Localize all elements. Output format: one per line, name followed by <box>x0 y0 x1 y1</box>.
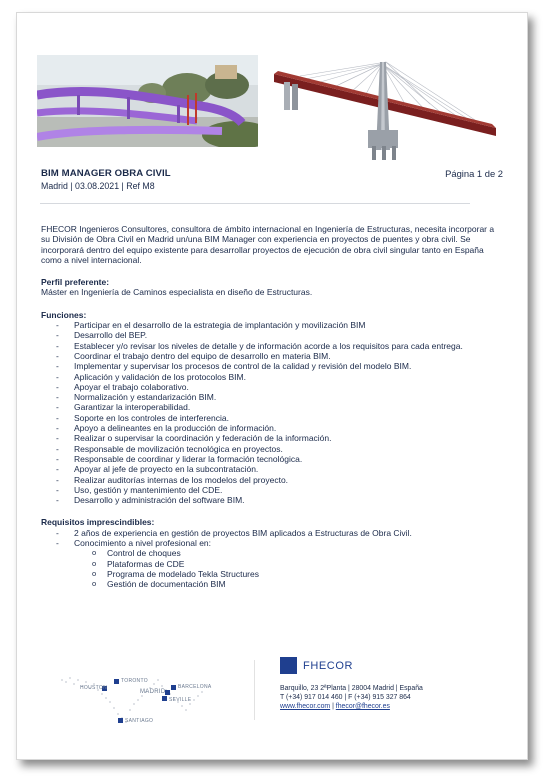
requirements-knowledge: Conocimiento a nivel profesional en: <box>74 538 212 549</box>
address-line: Barquillo, 23 2ªPlanta | 28004 Madrid | España <box>280 685 423 692</box>
cable-stayed-bridge-image <box>270 60 502 165</box>
functions-list <box>41 320 496 505</box>
list-item: - Garantizar la interoperabilidad. <box>41 402 496 412</box>
sublist-item: o Programa de modelado Tekla Structures <box>74 569 496 579</box>
list-item: - Responsable de coordinar y liderar la formación tecnológica. <box>41 454 496 464</box>
contact-line <box>280 702 510 711</box>
list-item: - Participar en el desarrollo de la estrategia de implantación y movilización BIM <box>41 320 496 330</box>
list-item: - Apoyo a delineantes en la producción de información. <box>41 423 496 433</box>
intro-paragraph: FHECOR Ingenieros Consultores, consultora de ámbito internacional en Ingeniería de Estructuras, necesita incorporar a su División de Obra Civil en Madrid un/una BIM Manager con experiencia en proyectos de puentes y obra civil. Se incorporará dentro del equipo existente para desarrollar proyectos de ejecución de obra civil singular tanto en España como a nivel internacional. <box>41 224 495 265</box>
footer-divider <box>254 660 255 720</box>
list-item: - Apoyar al jefe de proyecto en la subcontratación. <box>41 464 496 474</box>
logo-text: FHECOR <box>303 659 354 672</box>
sublist-item: o Control de choques <box>74 548 496 558</box>
list-item: - Coordinar el trabajo dentro del equipo de desarrollo en materia BIM. <box>41 351 496 361</box>
document-header <box>41 168 503 191</box>
list-item: - Uso, gestión y mantenimiento del CDE. <box>41 485 496 495</box>
contact-separator: | <box>330 703 336 711</box>
list-item: - Responsable de movilización tecnológica en proyectos. <box>41 444 496 454</box>
list-item: - 2 años de experiencia en gestión de proyectos BIM aplicados a Estructuras de Obra Civil. <box>41 528 496 538</box>
list-item: - Apoyar el trabajo colaborativo. <box>41 382 496 392</box>
website-link[interactable]: www.fhecor.com <box>280 703 331 711</box>
list-item: - Desarrollo del BEP. <box>41 330 496 340</box>
company-address-block <box>280 684 510 712</box>
list-item: - Establecer y/o revisar los niveles de detalle y de información acorde a los requisitos para cada entrega. <box>41 341 496 351</box>
knowledge-sublist <box>74 548 496 589</box>
list-item: - Aplicación y validación de los protocolos BIM. <box>41 372 496 382</box>
barcelona-marker-icon <box>171 685 176 690</box>
offices-map <box>52 660 222 732</box>
santiago-marker-icon <box>118 718 123 723</box>
company-footer <box>280 657 510 712</box>
sublist-item: o Gestión de documentación BIM <box>74 579 496 589</box>
profile-heading: Perfil preferente: <box>41 277 110 288</box>
header-divider <box>40 203 470 204</box>
city-houston: HOUSTON <box>80 685 108 691</box>
functions-heading: Funciones: <box>41 309 87 320</box>
toronto-marker-icon <box>114 679 119 684</box>
list-item <box>41 538 496 589</box>
city-santiago: SANTIAGO <box>125 718 154 724</box>
city-barcelona: BARCELONA <box>178 684 212 690</box>
document-body <box>41 224 496 590</box>
page-number: Página 1 de 2 <box>445 168 503 179</box>
list-item: - Realizar o supervisar la coordinación y federación de la información. <box>41 433 496 443</box>
madrid-marker-icon <box>165 690 170 695</box>
sublist-item: o Plataformas de CDE <box>74 559 496 569</box>
job-meta: Madrid | 03.08.2021 | Ref M8 <box>41 181 155 191</box>
phone-line: T (+34) 917 014 460 | F (+34) 915 327 864 <box>280 694 411 702</box>
logo-square-icon <box>280 657 297 674</box>
bim-viaduct-image <box>37 55 258 147</box>
list-item: - Normalización y estandarización BIM. <box>41 392 496 402</box>
job-title: BIM MANAGER OBRA CIVIL <box>41 168 171 179</box>
city-seville: SEVILLE <box>169 697 192 703</box>
email-link[interactable]: fhecor@fhecor.es <box>335 703 390 711</box>
list-item: - Implementar y supervisar los procesos de control de la calidad y revisión del modelo BIM. <box>41 361 496 371</box>
list-item: - Realizar auditorías internas de los modelos del proyecto. <box>41 475 496 485</box>
city-toronto: TORONTO <box>121 678 148 684</box>
profile-text: Máster en Ingeniería de Caminos especialista en diseño de Estructuras. <box>41 287 313 298</box>
requirements-heading: Requisitos imprescindibles: <box>41 517 155 528</box>
requirements-list <box>41 528 496 590</box>
list-item: - Desarrollo y administración del software BIM. <box>41 495 496 505</box>
seville-marker-icon <box>162 696 167 701</box>
company-logo <box>280 657 510 674</box>
city-madrid: MADRID <box>140 689 166 695</box>
list-item: - Soporte en los controles de interferencia. <box>41 413 496 423</box>
